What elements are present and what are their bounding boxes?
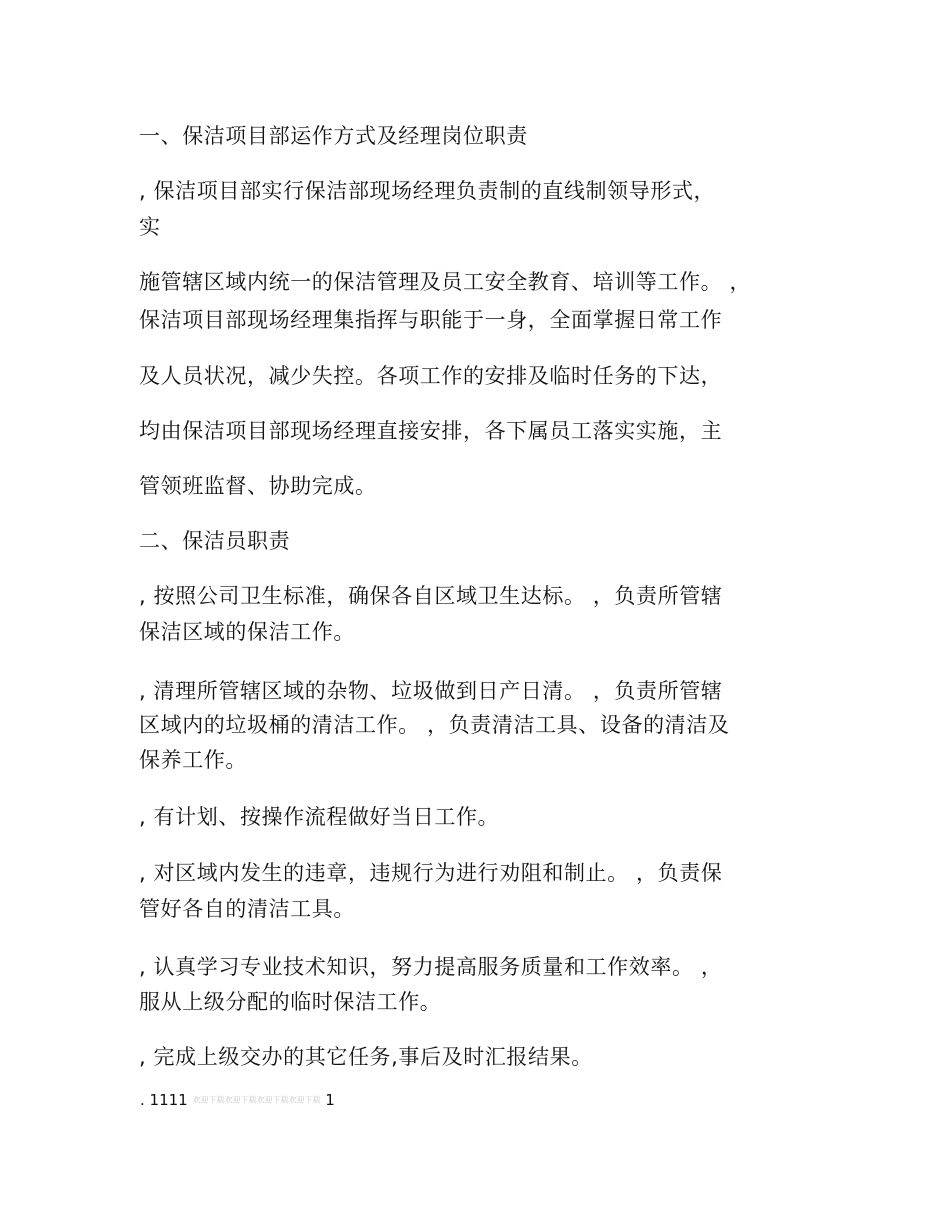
text-line: , 对区域内发生的违章，违规行为进行劝阻和制止。 ，负责保 bbox=[139, 861, 723, 885]
text-line: , 清理所管辖区域的杂物、垃圾做到日产日清。 ，负责所管辖 bbox=[139, 679, 723, 703]
text-line: , 保洁项目部实行保洁部现场经理负责制的直线制领导形式， bbox=[139, 179, 716, 203]
text-line: 区域内的垃圾桶的清洁工作。 ，负责清洁工具、设备的清洁及 bbox=[139, 713, 730, 737]
text-line: , 有计划、按操作流程做好当日工作。 bbox=[139, 805, 500, 829]
text-line: 保养工作。 bbox=[139, 748, 247, 772]
text-line: 均由保洁项目部现场经理直接安排，各下属员工落实实施，主 bbox=[139, 419, 723, 443]
footer-watermark-text: 欢迎下载欢迎下载欢迎下载欢迎下载 bbox=[192, 1095, 321, 1105]
text-line: 实 bbox=[139, 215, 161, 239]
text-line: 管领班监督、协助完成。 bbox=[139, 474, 377, 498]
section-heading-1: 一、保洁项目部运作方式及经理岗位职责 bbox=[139, 124, 528, 148]
text-line: 施管辖区域内统一的保洁管理及员工安全教育、培训等工作。 ， bbox=[139, 270, 752, 294]
text-line: , 按照公司卫生标准，确保各自区域卫生达标。 ，负责所管辖 bbox=[139, 584, 723, 608]
text-line: 管好各自的清洁工具。 bbox=[139, 897, 355, 921]
page-footer bbox=[140, 1089, 335, 1112]
text-line: 及人员状况，减少失控。各项工作的安排及临时任务的下达， bbox=[139, 364, 723, 388]
footer-lead: . 1111 bbox=[140, 1091, 188, 1109]
page-number: 1 bbox=[325, 1091, 335, 1109]
text-line: 保洁区域的保洁工作。 bbox=[139, 620, 355, 644]
text-line: , 完成上级交办的其它任务,事后及时汇报结果。 bbox=[139, 1045, 593, 1069]
text-line: , 认真学习专业技术知识，努力提高服务质量和工作效率。 ， bbox=[139, 955, 723, 979]
text-line: 服从上级分配的临时保洁工作。 bbox=[139, 990, 442, 1014]
section-heading-2: 二、保洁员职责 bbox=[139, 529, 291, 553]
text-line: 保洁项目部现场经理集指挥与职能于一身，全面掌握日常工作 bbox=[139, 308, 723, 332]
